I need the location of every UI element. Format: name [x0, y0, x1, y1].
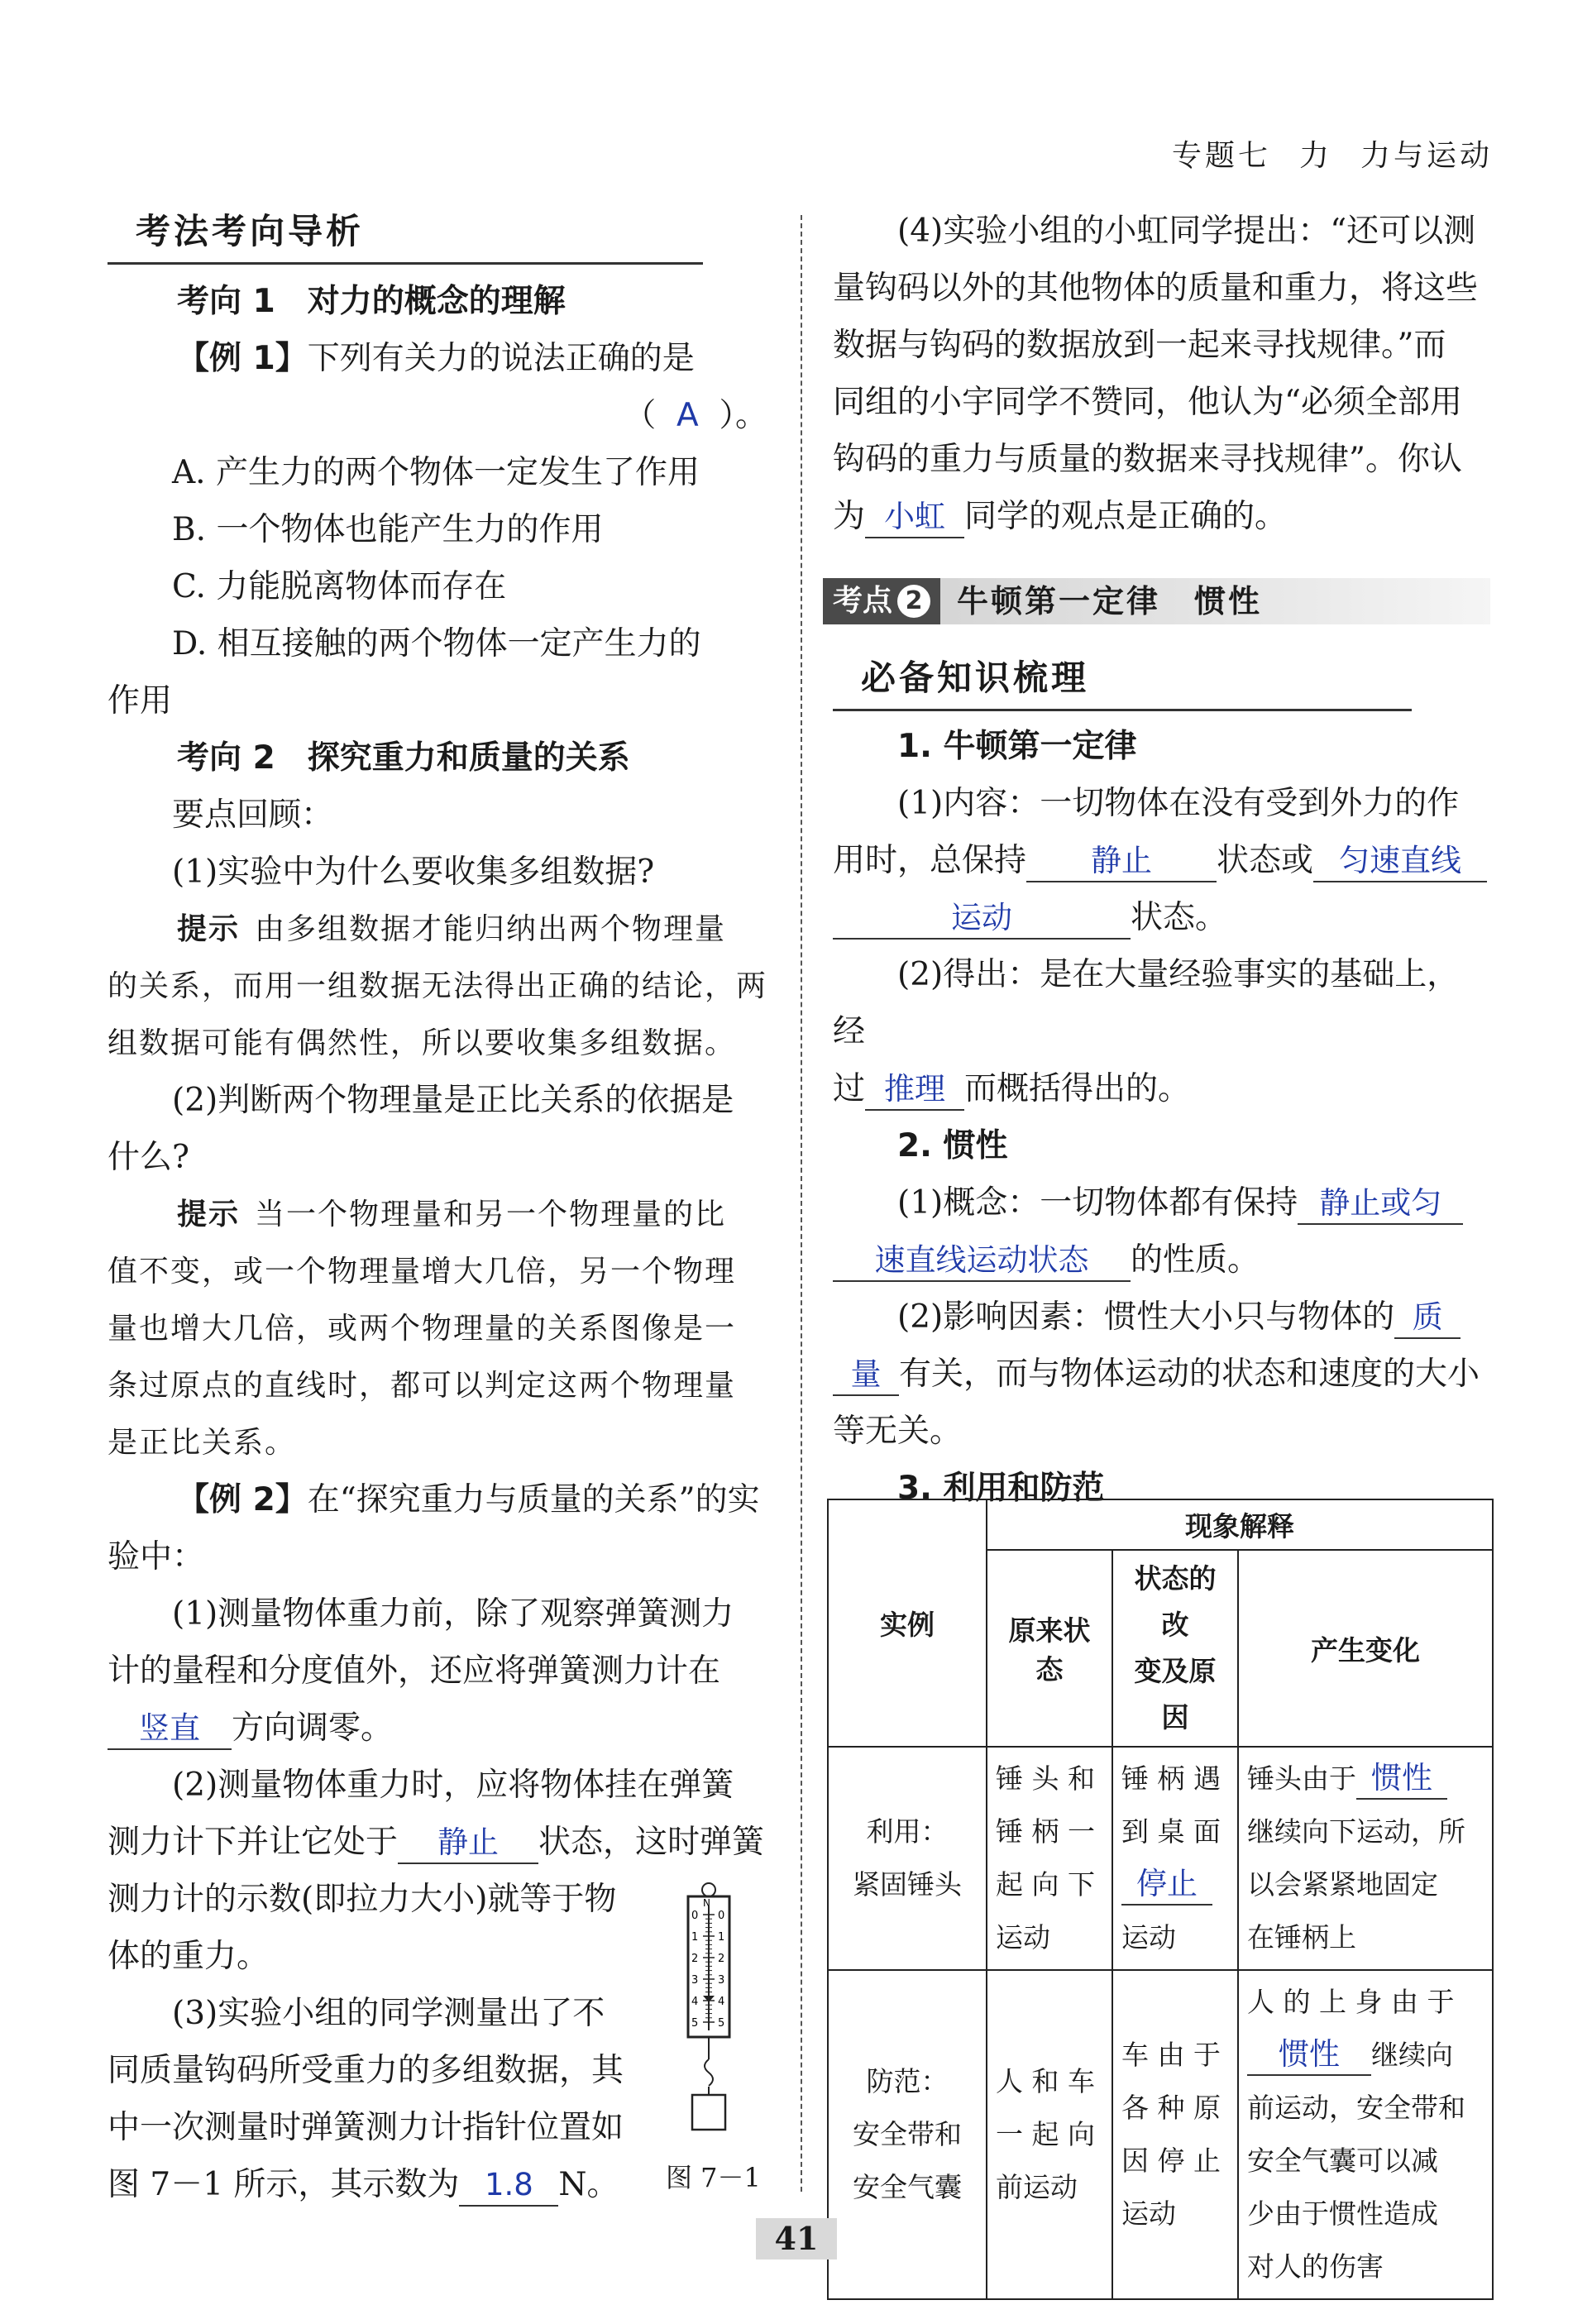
- row2-result: 人 的 上 身 由 于 惯性 继续向 前运动，安全带和 安全气囊可以减 少由于惯性造成 对人的伤害: [1238, 1970, 1493, 2299]
- th-phenomenon: 现象解释: [987, 1499, 1493, 1550]
- question-2: (2)判断两个物理量是正比关系的依据是: [172, 1082, 734, 1119]
- scale-label: 0: [718, 1910, 725, 1922]
- factor-line3: 等无关。: [833, 1413, 963, 1450]
- hint-1-line2: 的关系，而用一组数据无法得出正确的结论，两: [108, 969, 768, 1003]
- heading-newton: 1. 牛顿第一定律: [897, 728, 1137, 765]
- scale-label: 1: [718, 1931, 725, 1944]
- hint-2-line2: 值不变，或一个物理量增大几倍，另一个物理: [108, 1255, 737, 1289]
- table-row: [828, 1747, 1493, 1970]
- e2-part4-line1: (4)实验小组的小虹同学提出：“还可以测: [897, 213, 1476, 250]
- kaodian-number: 2: [897, 585, 930, 618]
- scale-label: 5: [718, 2017, 725, 2030]
- spring-scale-figure: [672, 1882, 746, 2158]
- hint-2-line3: 量也增大几倍，或两个物理量的关系图像是一: [108, 1312, 737, 1346]
- section-title-right: 必备知识梳理: [833, 649, 1089, 706]
- e2-part4-line6: 为 小虹 同学的观点是正确的。: [833, 488, 1490, 545]
- right-column: [833, 203, 1490, 1517]
- kaoxiang-2: 考向 2 探究重力和质量的关系: [177, 739, 630, 777]
- derive-line2: 过 推理 而概括得出的。: [833, 1060, 1490, 1117]
- header-topic: 专题七: [1171, 139, 1271, 173]
- example-1-text: 下列有关力的说法正确的是: [307, 340, 695, 377]
- th-change: 状态的改 变及原因: [1112, 1550, 1238, 1747]
- e2-part3-line2: 同质量钩码所受重力的多组数据，其: [108, 2052, 624, 2089]
- weight-block: [692, 2095, 725, 2130]
- heading-use-prevent: 3. 利用和防范: [897, 1470, 1105, 1507]
- row2-example: 防范： 安全带和 安全气囊: [828, 1970, 987, 2299]
- row2-original: 人 和 车 一 起 向 前运动: [987, 1970, 1112, 2299]
- blank-inertia-2: 惯性: [1247, 2035, 1371, 2076]
- scale-label: 5: [691, 2017, 699, 2030]
- scale-label: 2: [691, 1953, 699, 1965]
- inertia-table: [827, 1499, 1494, 2300]
- e2-part4-line4: 同组的小宇同学不赞同，他认为“必须全部用: [833, 384, 1462, 421]
- question-2-cont: 什么?: [108, 1139, 189, 1176]
- example-1-question: [108, 330, 767, 387]
- hint-2: 提示 当一个物理量和另一个物理量的比: [177, 1198, 727, 1231]
- option-d: D. 相互接触的两个物体一定产生力的: [172, 625, 701, 662]
- row2-change: 车 由 于 各 种 原 因 停 止 运动: [1112, 1970, 1238, 2299]
- hint-1: 提示 由多组数据才能归纳出两个物理量: [177, 912, 727, 946]
- heading-inertia: 2. 惯性: [897, 1127, 1008, 1164]
- left-column: [108, 203, 767, 2213]
- content-line1: (1)内容：一切物体在没有受到外力的作: [897, 785, 1460, 822]
- e2-part3-line4: 图 7－1 所示，其示数为 1.8 N。: [108, 2156, 767, 2213]
- blank-reasoning: 推理: [865, 1069, 964, 1111]
- content-line3: 运动 状态。: [833, 889, 1490, 946]
- blank-static-or-uniform: 静止或匀: [1298, 1184, 1463, 1225]
- kaodian-tag: 考点 2: [823, 578, 940, 624]
- hook-icon: [705, 2059, 713, 2086]
- scale-label: 3: [718, 1974, 725, 1987]
- e2-part2-line3: 测力计的示数(即拉力大小)就等于物: [108, 1881, 617, 1918]
- header-part1: 力: [1298, 139, 1332, 173]
- example-1-answer-line: （ A ）。: [624, 397, 767, 434]
- blank-mass-2: 量: [833, 1355, 899, 1396]
- scale-label: 3: [691, 1974, 699, 1987]
- hint-1-line3: 组数据可能有偶然性，所以要收集多组数据。: [108, 1026, 737, 1060]
- scale-label: 2: [718, 1953, 725, 1965]
- e2-part1-line3: 竖直 方向调零。: [108, 1700, 767, 1757]
- question-1: (1)实验中为什么要收集多组数据?: [172, 854, 655, 891]
- concept-line1: (1)概念：一切物体都有保持 静止或匀: [833, 1174, 1490, 1231]
- derive-line1: (2)得出：是在大量经验事实的基础上，经: [833, 956, 1460, 1050]
- example-2-label: 【例 2】: [177, 1481, 308, 1518]
- example-1-label: 【例 1】: [177, 340, 308, 377]
- e2-part4-line5: 钩码的重力与质量的数据来寻找规律”。你认: [833, 441, 1462, 478]
- blank-xiaohong: 小虹: [865, 497, 964, 538]
- factor-line2: 量 有关，而与物体运动的状态和速度的大小: [833, 1346, 1490, 1403]
- e2-part3-line1: (3)实验小组的同学测量出了不: [172, 1995, 605, 2032]
- kaodian-title: 牛顿第一定律 惯性: [957, 582, 1263, 619]
- hint-1-label: 提示: [177, 912, 241, 946]
- e2-part4-line3: 数据与钩码的数据放到一起来寻找规律。”而: [833, 327, 1446, 364]
- blank-static: 静止: [398, 1823, 538, 1864]
- review-label: 要点回顾：: [172, 796, 334, 834]
- option-c: C. 力能脱离物体而存在: [172, 568, 507, 605]
- option-b: B. 一个物体也能产生力的作用: [172, 511, 604, 548]
- spring-scale-svg: [672, 1882, 746, 2154]
- blank-uniform-line: 匀速直线: [1313, 841, 1487, 882]
- blank-motion-state: 速直线运动状态: [833, 1241, 1131, 1282]
- blank-mass-1: 质: [1394, 1298, 1461, 1339]
- column-divider: [801, 215, 802, 2192]
- example-2-question: 【例 2】在“探究重力与质量的关系”的实: [177, 1481, 760, 1518]
- hint-2-line5: 是正比关系。: [108, 1426, 297, 1460]
- concept-line2: 速直线运动状态 的性质。: [833, 1231, 1490, 1289]
- example-2-cont: 验中：: [108, 1538, 205, 1576]
- hint-2-label: 提示: [177, 1198, 241, 1231]
- factor-line1: (2)影响因素：惯性大小只与物体的 质: [833, 1289, 1490, 1346]
- th-original: 原来状态: [987, 1550, 1112, 1747]
- example-1-answer: A: [676, 397, 699, 434]
- e2-part4-line2: 量钩码以外的其他物体的质量和重力，将这些: [833, 270, 1479, 307]
- th-result: 产生变化: [1238, 1550, 1493, 1747]
- figure-caption: 图 7－1: [666, 2162, 761, 2193]
- blank-jingzhi: 静止: [1026, 841, 1217, 882]
- th-example: 实例: [828, 1499, 987, 1747]
- kaoxiang-1: 考向 1 对力的概念的理解: [177, 283, 566, 320]
- option-a: A. 产生力的两个物体一定发生了作用: [172, 454, 700, 491]
- option-d-cont: 作用: [108, 682, 173, 720]
- scale-label: 0: [691, 1910, 699, 1922]
- blank-motion: 运动: [833, 898, 1131, 940]
- scale-label: 4: [718, 1996, 725, 2008]
- row1-original: 锤 头 和 锤 柄 一 起 向 下 运动: [987, 1747, 1112, 1970]
- row1-result: 锤头由于 惯性 继续向下运动，所 以会紧紧地固定 在锤柄上: [1238, 1747, 1493, 1970]
- page-number: 41: [756, 2218, 837, 2259]
- e2-part1-line2: 计的量程和分度值外，还应将弹簧测力计在: [108, 1652, 721, 1690]
- e2-part1-line1: (1)测量物体重力前，除了观察弹簧测力: [172, 1595, 734, 1633]
- scale-label: 1: [691, 1931, 699, 1944]
- hint-2-line4: 条过原点的直线时，都可以判定这两个物理量: [108, 1369, 737, 1403]
- blank-stop: 停止: [1121, 1864, 1212, 1906]
- e2-part2-line2: 测力计下并让它处于 静止 状态，这时弹簧: [108, 1814, 767, 1871]
- scale-label: 4: [691, 1996, 699, 2008]
- row1-example: 利用： 紧固锤头: [828, 1747, 987, 1970]
- content-line2: 用时，总保持 静止 状态或 匀速直线: [833, 832, 1490, 889]
- kaodian-banner: [823, 578, 1490, 624]
- table-row: [828, 1970, 1493, 2299]
- blank-reading: 1.8: [459, 2165, 558, 2207]
- e2-part2-line4: 体的重力。: [108, 1938, 270, 1975]
- page-header: [1144, 132, 1493, 175]
- header-part2: 力与运动: [1360, 139, 1493, 173]
- blank-vertical: 竖直: [108, 1709, 232, 1750]
- row1-change: 锤 柄 遇 到 桌 面 停止 运动: [1112, 1747, 1238, 1970]
- e2-part2-line1: (2)测量物体重力时，应将物体挂在弹簧: [172, 1767, 734, 1804]
- scale-unit: N: [703, 1897, 710, 1909]
- section-title-left: 考法考向导析: [108, 203, 364, 260]
- blank-inertia-1: 惯性: [1356, 1758, 1447, 1800]
- e2-part3-line3: 中一次测量时弹簧测力计指针位置如: [108, 2109, 624, 2146]
